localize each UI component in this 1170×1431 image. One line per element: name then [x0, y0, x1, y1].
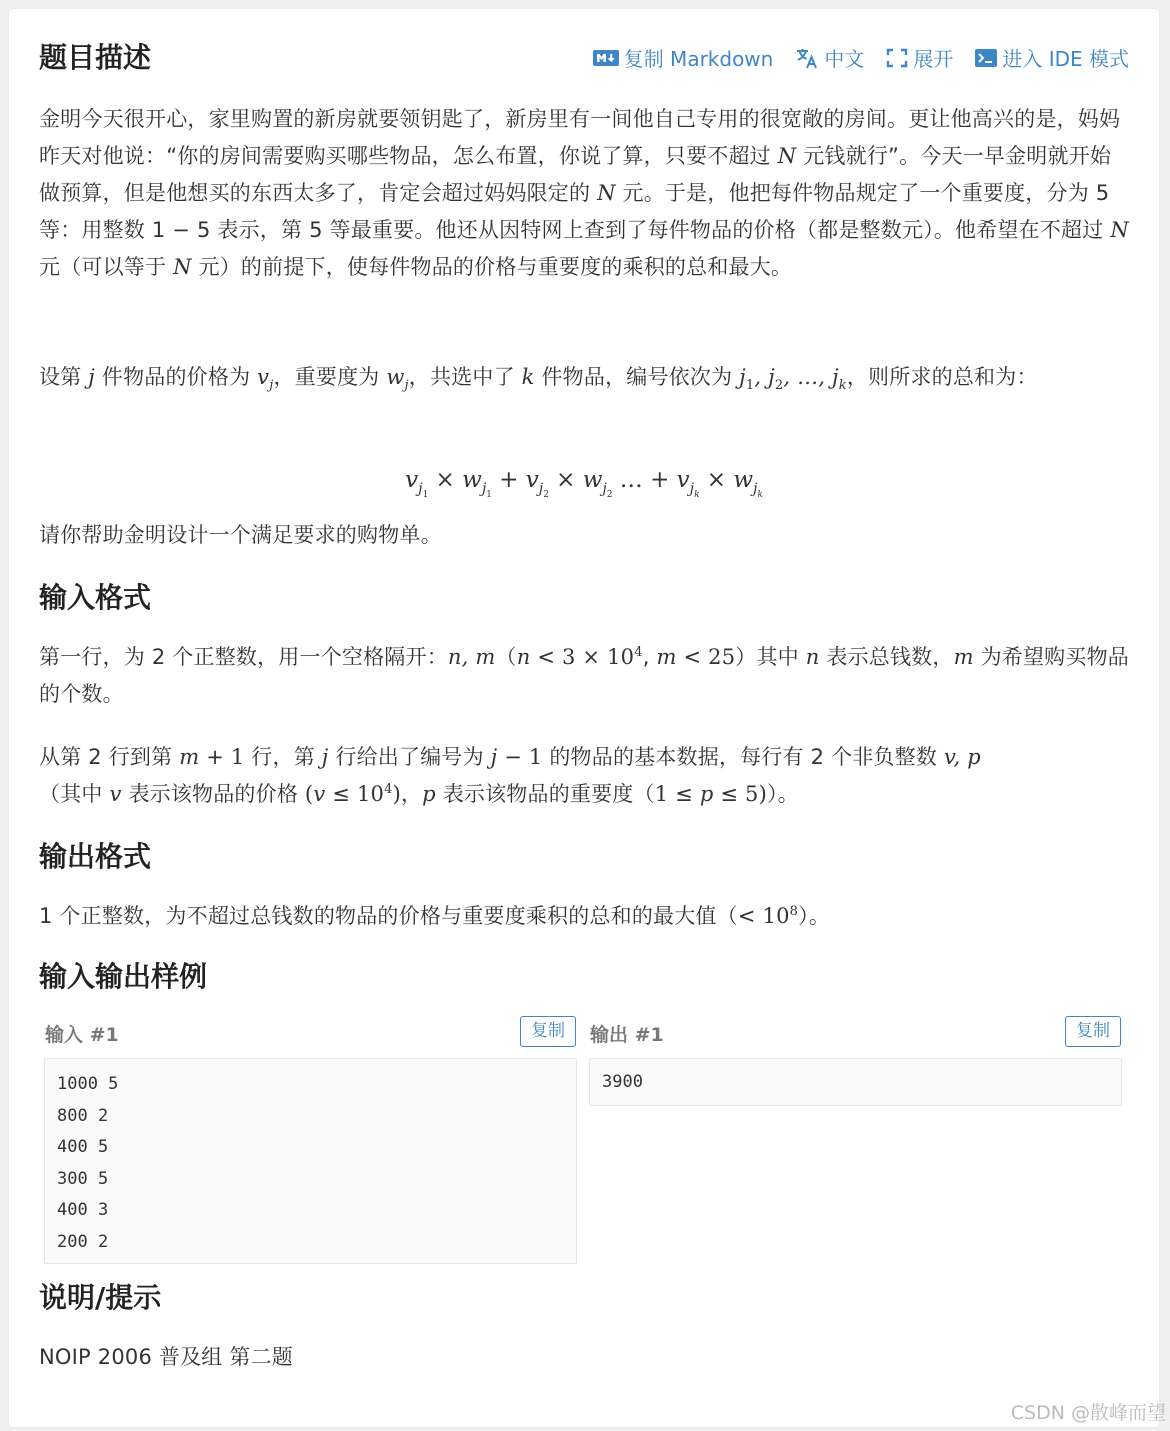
code-line: 800 2 [57, 1105, 109, 1126]
expand-label: 展开 [913, 47, 954, 71]
description-paragraph-1: 金明今天很开心，家里购置的新房就要领钥匙了，新房里有一间他自己专用的很宽敞的房间。更让他高兴的是，妈妈昨天对他说：“你的房间需要购买哪些物品，怎么布置，你说了算，只要不超过 N 元钱就行”。今天一早金明就开始做预算，但是他想买的东西太多了，肯定会超过妈妈限定的 N 元。于是，他把每件物品规定了一个重要度，分为 5 等：用整数 1 − 5 表示，第 5 等最重要。他还从因特网上查到了每件物品的价格（都是整数元）。他希望在不超过 N 元（可以等于 N 元）的前提下，使每件物品的价格与重要度的乘积的总和最大。 [39, 107, 1129, 279]
language-button[interactable] [795, 43, 864, 72]
code-line: 300 5 [57, 1168, 109, 1189]
code-line: 400 3 [57, 1200, 109, 1220]
copy-markdown-label: 复制 Markdown [623, 47, 774, 71]
description-title: 题目描述 [39, 41, 152, 74]
code-line: 400 5 [57, 1137, 109, 1157]
csdn-watermark: CSDN @散峰而望 [1010, 1402, 1166, 1424]
hint-text: NOIP 2006 普及组 第二题 [39, 1345, 293, 1369]
code-line: 200 2 [57, 1231, 109, 1252]
language-label: 中文 [824, 47, 865, 71]
output-format-title: 输出格式 [39, 840, 152, 873]
terminal-icon [975, 48, 997, 68]
copy-markdown-button[interactable] [593, 43, 774, 72]
samples-title: 输入输出样例 [39, 960, 208, 993]
output-format-paragraph: 1 个正整数，为不超过总钱数的物品的价格与重要度乘积的总和的最大值（< $10^8$）。 [39, 904, 831, 928]
expand-button[interactable] [886, 43, 953, 72]
hint-title: 说明/提示 [39, 1281, 162, 1314]
description-paragraph-3: 请你帮助金明设计一个满足要求的购物单。 [39, 523, 442, 547]
input-format-title: 输入格式 [39, 581, 152, 614]
description-paragraph-2: 设第 j 件物品的价格为 $v_j$，重要度为 $w_j$，共选中了 k 件物品，编号依次为 $j_1$, $j_2$, …, $j_k$，则所求的总和为： [39, 365, 1038, 394]
markdown-icon [593, 49, 619, 67]
copy-output-button[interactable]: 复制 [1065, 1016, 1121, 1047]
code-line: 3900 [602, 1072, 643, 1092]
problem-card [9, 9, 1159, 1427]
translate-icon [795, 47, 819, 69]
sum-formula: $v_{j_1} \times w_{j_1} + v_{j_2} \times w_{j_2}$ … + $v_{j_k} \times w_{j_k}$ [405, 467, 763, 500]
ide-mode-label: 进入 IDE 模式 [1002, 47, 1129, 71]
copy-input-button[interactable]: 复制 [520, 1016, 576, 1047]
sample-output-label: 输出 #1 [590, 1024, 664, 1046]
toolbar [593, 43, 1129, 72]
sample-input-box[interactable] [44, 1058, 577, 1264]
code-line: 1000 5 [57, 1074, 119, 1094]
input-format-paragraph-1: 第一行，为 2 个正整数，用一个空格隔开：n, $m(n < 3 \times 10^4$, m < 25）其中 n 表示总钱数，m 为希望购买物品的个数。 [39, 645, 1129, 706]
sample-output-box[interactable] [589, 1058, 1122, 1106]
expand-icon [886, 48, 908, 68]
input-format-paragraph-2: 从第 2 行到第 m + 1 行，第 j 行给出了编号为 j − 1 的物品的基本数据，每行有 2 个非负整数 v, p （其中 v 表示该物品的价格 $(v \le 10^4)$，p 表示该物品的重要度（1 ≤ p ≤ 5)）。 [39, 745, 981, 806]
sample-input-label: 输入 #1 [45, 1024, 119, 1046]
ide-mode-button[interactable] [975, 43, 1129, 72]
